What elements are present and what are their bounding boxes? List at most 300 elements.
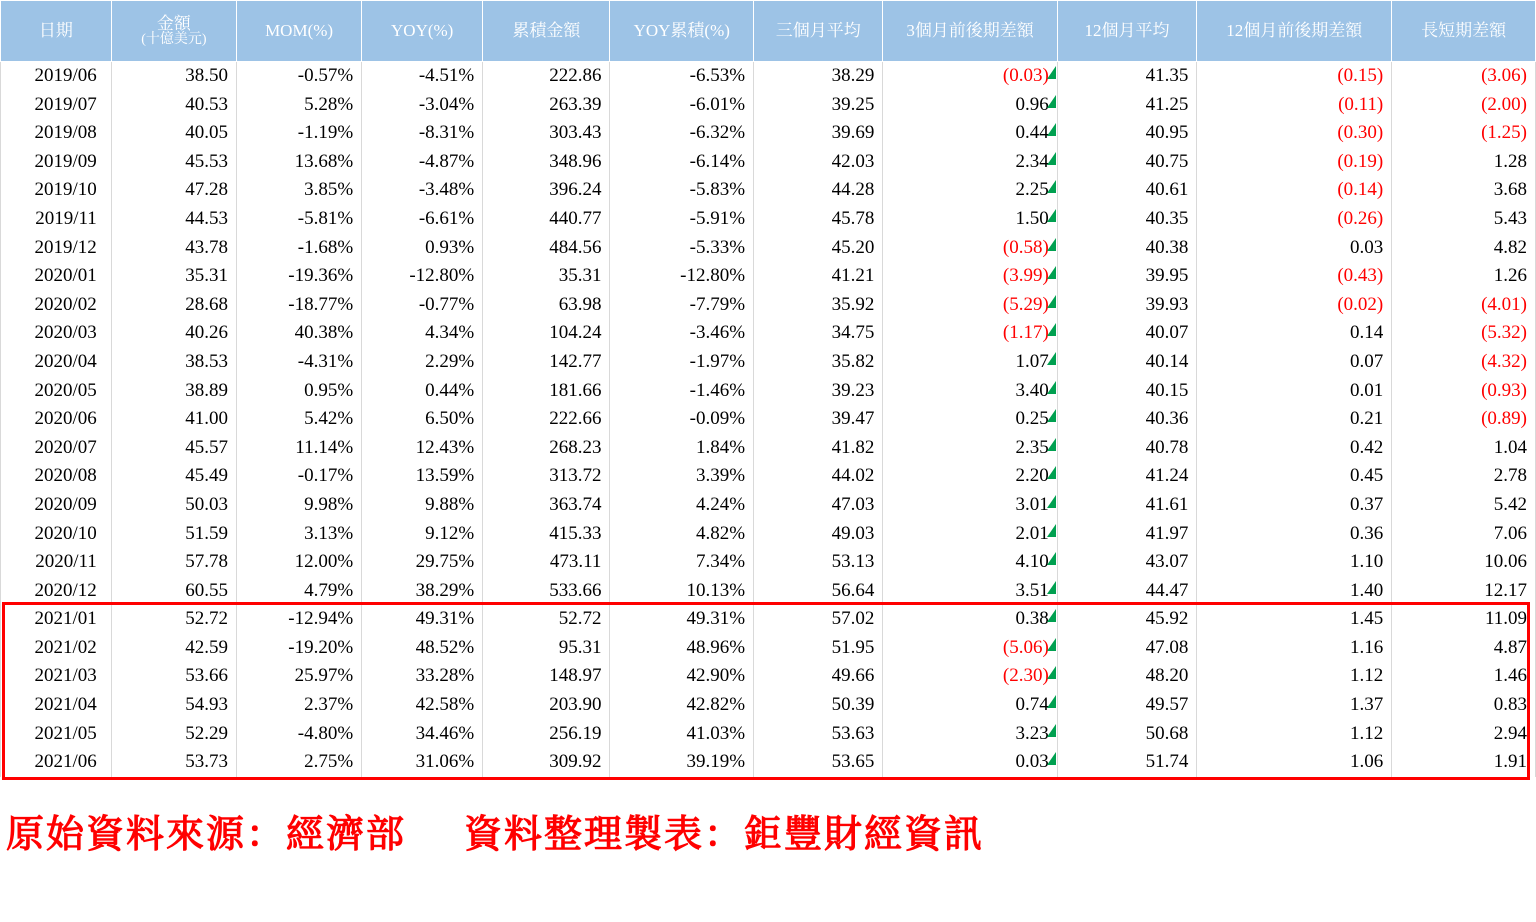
cell-yoy[interactable]: 0.93%: [362, 234, 483, 263]
cell-ls_diff[interactable]: 1.91: [1392, 748, 1536, 777]
cell-mom[interactable]: 5.42%: [236, 405, 361, 434]
cell-mom[interactable]: -19.20%: [236, 634, 361, 663]
cell-avg3[interactable]: 39.47: [754, 405, 883, 434]
cell-diff3[interactable]: (3.99): [883, 262, 1057, 291]
cell-avg12[interactable]: 41.61: [1057, 491, 1197, 520]
cell-date[interactable]: 2020/02: [1, 291, 112, 320]
cell-yoy[interactable]: -4.51%: [362, 62, 483, 91]
cell-diff3[interactable]: (1.17): [883, 319, 1057, 348]
cell-diff12[interactable]: (0.11): [1197, 91, 1392, 120]
cell-diff12[interactable]: 0.21: [1197, 405, 1392, 434]
cell-ls_diff[interactable]: (0.89): [1392, 405, 1536, 434]
cell-diff12[interactable]: 0.07: [1197, 348, 1392, 377]
cell-yoy[interactable]: 12.43%: [362, 434, 483, 463]
cell-ls_diff[interactable]: 1.26: [1392, 262, 1536, 291]
cell-amount[interactable]: 57.78: [111, 548, 236, 577]
cell-diff3[interactable]: (5.29): [883, 291, 1057, 320]
table-row[interactable]: [1, 119, 1536, 148]
cell-yoy[interactable]: -12.80%: [362, 262, 483, 291]
cell-yoy[interactable]: 38.29%: [362, 577, 483, 606]
cell-mom[interactable]: -0.17%: [236, 462, 361, 491]
cell-date[interactable]: 2021/01: [1, 605, 112, 634]
cell-avg3[interactable]: 44.28: [754, 176, 883, 205]
cell-cum[interactable]: 181.66: [483, 377, 610, 406]
cell-ls_diff[interactable]: 12.17: [1392, 577, 1536, 606]
cell-avg3[interactable]: 38.29: [754, 62, 883, 91]
cell-amount[interactable]: 42.59: [111, 634, 236, 663]
column-header-8[interactable]: [1057, 1, 1197, 62]
cell-avg3[interactable]: 56.64: [754, 577, 883, 606]
cell-avg12[interactable]: 48.20: [1057, 662, 1197, 691]
cell-cum[interactable]: 104.24: [483, 319, 610, 348]
cell-date[interactable]: 2019/07: [1, 91, 112, 120]
cell-yoy[interactable]: 9.12%: [362, 520, 483, 549]
column-header-10[interactable]: [1392, 1, 1536, 62]
cell-mom[interactable]: 2.37%: [236, 691, 361, 720]
cell-ls_diff[interactable]: 11.09: [1392, 605, 1536, 634]
cell-mom[interactable]: 0.95%: [236, 377, 361, 406]
cell-mom[interactable]: 12.00%: [236, 548, 361, 577]
cell-yoy[interactable]: 49.31%: [362, 605, 483, 634]
cell-diff3[interactable]: 0.96: [883, 91, 1057, 120]
table-row[interactable]: [1, 662, 1536, 691]
cell-yoy_cum[interactable]: -6.01%: [610, 91, 754, 120]
cell-avg12[interactable]: 40.78: [1057, 434, 1197, 463]
cell-yoy_cum[interactable]: -12.80%: [610, 262, 754, 291]
cell-ls_diff[interactable]: (0.93): [1392, 377, 1536, 406]
cell-yoy_cum[interactable]: 4.82%: [610, 520, 754, 549]
cell-amount[interactable]: 45.57: [111, 434, 236, 463]
cell-ls_diff[interactable]: 2.94: [1392, 720, 1536, 749]
cell-avg3[interactable]: 49.03: [754, 520, 883, 549]
cell-diff3[interactable]: 0.38: [883, 605, 1057, 634]
cell-diff12[interactable]: 0.14: [1197, 319, 1392, 348]
cell-diff3[interactable]: 3.23: [883, 720, 1057, 749]
cell-mom[interactable]: -0.57%: [236, 62, 361, 91]
cell-diff12[interactable]: 0.37: [1197, 491, 1392, 520]
cell-cum[interactable]: 268.23: [483, 434, 610, 463]
cell-diff3[interactable]: (5.06): [883, 634, 1057, 663]
cell-diff12[interactable]: (0.14): [1197, 176, 1392, 205]
cell-mom[interactable]: 4.79%: [236, 577, 361, 606]
cell-mom[interactable]: 11.14%: [236, 434, 361, 463]
cell-mom[interactable]: 9.98%: [236, 491, 361, 520]
cell-yoy_cum[interactable]: 7.34%: [610, 548, 754, 577]
cell-avg12[interactable]: 41.24: [1057, 462, 1197, 491]
cell-amount[interactable]: 52.29: [111, 720, 236, 749]
table-row[interactable]: [1, 405, 1536, 434]
cell-cum[interactable]: 303.43: [483, 119, 610, 148]
column-header-6[interactable]: [754, 1, 883, 62]
cell-diff12[interactable]: 0.36: [1197, 520, 1392, 549]
table-row[interactable]: [1, 62, 1536, 91]
cell-mom[interactable]: -4.80%: [236, 720, 361, 749]
cell-amount[interactable]: 28.68: [111, 291, 236, 320]
cell-avg3[interactable]: 45.20: [754, 234, 883, 263]
cell-yoy[interactable]: 0.44%: [362, 377, 483, 406]
cell-diff12[interactable]: 1.12: [1197, 720, 1392, 749]
cell-diff12[interactable]: 1.16: [1197, 634, 1392, 663]
cell-cum[interactable]: 222.66: [483, 405, 610, 434]
cell-avg3[interactable]: 49.66: [754, 662, 883, 691]
cell-date[interactable]: 2019/08: [1, 119, 112, 148]
cell-date[interactable]: 2019/11: [1, 205, 112, 234]
cell-amount[interactable]: 40.53: [111, 91, 236, 120]
cell-mom[interactable]: -18.77%: [236, 291, 361, 320]
cell-diff3[interactable]: 1.50: [883, 205, 1057, 234]
table-row[interactable]: [1, 462, 1536, 491]
cell-mom[interactable]: 5.28%: [236, 91, 361, 120]
column-header-9[interactable]: [1197, 1, 1392, 62]
table-row[interactable]: [1, 605, 1536, 634]
cell-avg12[interactable]: 41.97: [1057, 520, 1197, 549]
cell-cum[interactable]: 52.72: [483, 605, 610, 634]
cell-diff3[interactable]: 0.25: [883, 405, 1057, 434]
cell-yoy[interactable]: 48.52%: [362, 634, 483, 663]
table-row[interactable]: [1, 319, 1536, 348]
cell-ls_diff[interactable]: 4.87: [1392, 634, 1536, 663]
cell-yoy[interactable]: 6.50%: [362, 405, 483, 434]
cell-ls_diff[interactable]: 1.04: [1392, 434, 1536, 463]
cell-amount[interactable]: 38.53: [111, 348, 236, 377]
cell-yoy_cum[interactable]: -6.53%: [610, 62, 754, 91]
cell-yoy[interactable]: 42.58%: [362, 691, 483, 720]
cell-avg3[interactable]: 53.65: [754, 748, 883, 777]
cell-date[interactable]: 2020/11: [1, 548, 112, 577]
cell-avg12[interactable]: 40.15: [1057, 377, 1197, 406]
column-header-3[interactable]: [362, 1, 483, 62]
cell-mom[interactable]: -4.31%: [236, 348, 361, 377]
cell-amount[interactable]: 53.66: [111, 662, 236, 691]
cell-diff12[interactable]: 0.03: [1197, 234, 1392, 263]
cell-cum[interactable]: 203.90: [483, 691, 610, 720]
cell-cum[interactable]: 484.56: [483, 234, 610, 263]
cell-cum[interactable]: 142.77: [483, 348, 610, 377]
cell-yoy_cum[interactable]: -0.09%: [610, 405, 754, 434]
cell-diff3[interactable]: 1.07: [883, 348, 1057, 377]
cell-yoy[interactable]: -6.61%: [362, 205, 483, 234]
cell-ls_diff[interactable]: (3.06): [1392, 62, 1536, 91]
cell-avg12[interactable]: 47.08: [1057, 634, 1197, 663]
cell-yoy[interactable]: 33.28%: [362, 662, 483, 691]
cell-ls_diff[interactable]: (2.00): [1392, 91, 1536, 120]
cell-amount[interactable]: 38.50: [111, 62, 236, 91]
cell-mom[interactable]: 13.68%: [236, 148, 361, 177]
table-row[interactable]: [1, 491, 1536, 520]
cell-cum[interactable]: 63.98: [483, 291, 610, 320]
cell-ls_diff[interactable]: 2.78: [1392, 462, 1536, 491]
cell-avg3[interactable]: 39.69: [754, 119, 883, 148]
cell-cum[interactable]: 309.92: [483, 748, 610, 777]
cell-date[interactable]: 2020/09: [1, 491, 112, 520]
cell-amount[interactable]: 44.53: [111, 205, 236, 234]
cell-cum[interactable]: 363.74: [483, 491, 610, 520]
cell-amount[interactable]: 50.03: [111, 491, 236, 520]
cell-date[interactable]: 2020/10: [1, 520, 112, 549]
cell-diff12[interactable]: 0.45: [1197, 462, 1392, 491]
cell-date[interactable]: 2019/12: [1, 234, 112, 263]
cell-date[interactable]: 2020/08: [1, 462, 112, 491]
cell-date[interactable]: 2019/06: [1, 62, 112, 91]
cell-date[interactable]: 2021/06: [1, 748, 112, 777]
cell-cum[interactable]: 148.97: [483, 662, 610, 691]
cell-avg12[interactable]: 49.57: [1057, 691, 1197, 720]
cell-diff3[interactable]: (0.58): [883, 234, 1057, 263]
cell-avg3[interactable]: 39.25: [754, 91, 883, 120]
cell-mom[interactable]: 3.13%: [236, 520, 361, 549]
cell-yoy[interactable]: 9.88%: [362, 491, 483, 520]
cell-yoy[interactable]: 31.06%: [362, 748, 483, 777]
cell-avg12[interactable]: 44.47: [1057, 577, 1197, 606]
cell-avg3[interactable]: 35.82: [754, 348, 883, 377]
cell-mom[interactable]: -12.94%: [236, 605, 361, 634]
cell-avg3[interactable]: 47.03: [754, 491, 883, 520]
cell-avg3[interactable]: 53.13: [754, 548, 883, 577]
cell-diff12[interactable]: 1.40: [1197, 577, 1392, 606]
cell-ls_diff[interactable]: 1.46: [1392, 662, 1536, 691]
cell-diff12[interactable]: 1.45: [1197, 605, 1392, 634]
cell-mom[interactable]: -1.68%: [236, 234, 361, 263]
cell-diff3[interactable]: (2.30): [883, 662, 1057, 691]
cell-date[interactable]: 2021/02: [1, 634, 112, 663]
cell-diff3[interactable]: 2.20: [883, 462, 1057, 491]
cell-avg12[interactable]: 40.36: [1057, 405, 1197, 434]
cell-yoy[interactable]: -8.31%: [362, 119, 483, 148]
cell-avg12[interactable]: 41.25: [1057, 91, 1197, 120]
cell-diff3[interactable]: 4.10: [883, 548, 1057, 577]
cell-avg12[interactable]: 39.93: [1057, 291, 1197, 320]
cell-avg3[interactable]: 41.82: [754, 434, 883, 463]
cell-diff12[interactable]: 1.12: [1197, 662, 1392, 691]
cell-amount[interactable]: 43.78: [111, 234, 236, 263]
cell-avg3[interactable]: 44.02: [754, 462, 883, 491]
table-row[interactable]: [1, 520, 1536, 549]
cell-cum[interactable]: 415.33: [483, 520, 610, 549]
cell-date[interactable]: 2021/03: [1, 662, 112, 691]
cell-cum[interactable]: 35.31: [483, 262, 610, 291]
table-row[interactable]: [1, 377, 1536, 406]
cell-yoy[interactable]: -4.87%: [362, 148, 483, 177]
cell-date[interactable]: 2020/12: [1, 577, 112, 606]
cell-yoy_cum[interactable]: 39.19%: [610, 748, 754, 777]
column-header-5[interactable]: [610, 1, 754, 62]
cell-ls_diff[interactable]: (4.01): [1392, 291, 1536, 320]
cell-cum[interactable]: 313.72: [483, 462, 610, 491]
cell-amount[interactable]: 54.93: [111, 691, 236, 720]
cell-amount[interactable]: 52.72: [111, 605, 236, 634]
cell-yoy[interactable]: -3.04%: [362, 91, 483, 120]
cell-yoy_cum[interactable]: 10.13%: [610, 577, 754, 606]
cell-avg12[interactable]: 40.38: [1057, 234, 1197, 263]
cell-ls_diff[interactable]: 3.68: [1392, 176, 1536, 205]
cell-date[interactable]: 2019/09: [1, 148, 112, 177]
cell-amount[interactable]: 40.05: [111, 119, 236, 148]
cell-date[interactable]: 2021/05: [1, 720, 112, 749]
cell-cum[interactable]: 256.19: [483, 720, 610, 749]
table-row[interactable]: [1, 691, 1536, 720]
cell-ls_diff[interactable]: 0.83: [1392, 691, 1536, 720]
table-row[interactable]: [1, 262, 1536, 291]
cell-yoy_cum[interactable]: 49.31%: [610, 605, 754, 634]
cell-diff12[interactable]: 1.37: [1197, 691, 1392, 720]
cell-cum[interactable]: 222.86: [483, 62, 610, 91]
cell-yoy_cum[interactable]: -5.83%: [610, 176, 754, 205]
cell-avg12[interactable]: 50.68: [1057, 720, 1197, 749]
cell-amount[interactable]: 41.00: [111, 405, 236, 434]
cell-ls_diff[interactable]: (5.32): [1392, 319, 1536, 348]
cell-yoy_cum[interactable]: -5.91%: [610, 205, 754, 234]
cell-diff3[interactable]: 3.01: [883, 491, 1057, 520]
cell-yoy_cum[interactable]: -1.46%: [610, 377, 754, 406]
cell-diff3[interactable]: 0.74: [883, 691, 1057, 720]
table-row[interactable]: [1, 748, 1536, 777]
cell-diff12[interactable]: (0.02): [1197, 291, 1392, 320]
cell-yoy_cum[interactable]: 1.84%: [610, 434, 754, 463]
cell-date[interactable]: 2021/04: [1, 691, 112, 720]
cell-ls_diff[interactable]: 5.43: [1392, 205, 1536, 234]
cell-mom[interactable]: -1.19%: [236, 119, 361, 148]
cell-yoy[interactable]: 2.29%: [362, 348, 483, 377]
cell-avg12[interactable]: 51.74: [1057, 748, 1197, 777]
cell-ls_diff[interactable]: 10.06: [1392, 548, 1536, 577]
table-row[interactable]: [1, 720, 1536, 749]
cell-ls_diff[interactable]: 4.82: [1392, 234, 1536, 263]
cell-diff3[interactable]: 2.01: [883, 520, 1057, 549]
cell-mom[interactable]: 40.38%: [236, 319, 361, 348]
cell-yoy_cum[interactable]: 42.90%: [610, 662, 754, 691]
cell-diff12[interactable]: 1.10: [1197, 548, 1392, 577]
cell-yoy_cum[interactable]: -6.14%: [610, 148, 754, 177]
cell-amount[interactable]: 35.31: [111, 262, 236, 291]
cell-avg3[interactable]: 35.92: [754, 291, 883, 320]
cell-diff3[interactable]: 0.03: [883, 748, 1057, 777]
cell-diff12[interactable]: 0.01: [1197, 377, 1392, 406]
table-row[interactable]: [1, 348, 1536, 377]
cell-yoy[interactable]: -3.48%: [362, 176, 483, 205]
cell-avg12[interactable]: 40.61: [1057, 176, 1197, 205]
cell-diff12[interactable]: (0.26): [1197, 205, 1392, 234]
cell-diff12[interactable]: (0.19): [1197, 148, 1392, 177]
cell-avg12[interactable]: 40.07: [1057, 319, 1197, 348]
cell-avg3[interactable]: 39.23: [754, 377, 883, 406]
cell-ls_diff[interactable]: (1.25): [1392, 119, 1536, 148]
cell-mom[interactable]: -19.36%: [236, 262, 361, 291]
cell-amount[interactable]: 40.26: [111, 319, 236, 348]
table-row[interactable]: [1, 291, 1536, 320]
cell-cum[interactable]: 396.24: [483, 176, 610, 205]
cell-avg3[interactable]: 57.02: [754, 605, 883, 634]
cell-yoy_cum[interactable]: -5.33%: [610, 234, 754, 263]
cell-avg3[interactable]: 51.95: [754, 634, 883, 663]
cell-mom[interactable]: -5.81%: [236, 205, 361, 234]
cell-date[interactable]: 2020/07: [1, 434, 112, 463]
cell-avg3[interactable]: 53.63: [754, 720, 883, 749]
cell-diff3[interactable]: 2.25: [883, 176, 1057, 205]
cell-avg12[interactable]: 39.95: [1057, 262, 1197, 291]
cell-cum[interactable]: 95.31: [483, 634, 610, 663]
cell-amount[interactable]: 45.53: [111, 148, 236, 177]
cell-date[interactable]: 2020/05: [1, 377, 112, 406]
cell-diff3[interactable]: 3.40: [883, 377, 1057, 406]
cell-yoy_cum[interactable]: 4.24%: [610, 491, 754, 520]
table-row[interactable]: [1, 634, 1536, 663]
column-header-0[interactable]: [1, 1, 112, 62]
cell-amount[interactable]: 60.55: [111, 577, 236, 606]
table-row[interactable]: [1, 205, 1536, 234]
cell-yoy[interactable]: 29.75%: [362, 548, 483, 577]
table-row[interactable]: [1, 91, 1536, 120]
column-header-2[interactable]: [236, 1, 361, 62]
cell-cum[interactable]: 533.66: [483, 577, 610, 606]
cell-mom[interactable]: 3.85%: [236, 176, 361, 205]
cell-diff3[interactable]: 0.44: [883, 119, 1057, 148]
column-header-1[interactable]: [111, 1, 236, 62]
table-row[interactable]: [1, 176, 1536, 205]
cell-yoy_cum[interactable]: 48.96%: [610, 634, 754, 663]
cell-avg12[interactable]: 40.95: [1057, 119, 1197, 148]
cell-diff3[interactable]: 3.51: [883, 577, 1057, 606]
column-header-4[interactable]: [483, 1, 610, 62]
cell-avg12[interactable]: 40.14: [1057, 348, 1197, 377]
cell-date[interactable]: 2020/04: [1, 348, 112, 377]
cell-avg3[interactable]: 50.39: [754, 691, 883, 720]
table-row[interactable]: [1, 577, 1536, 606]
cell-amount[interactable]: 53.73: [111, 748, 236, 777]
cell-avg3[interactable]: 34.75: [754, 319, 883, 348]
cell-diff12[interactable]: (0.30): [1197, 119, 1392, 148]
cell-cum[interactable]: 263.39: [483, 91, 610, 120]
cell-avg12[interactable]: 40.35: [1057, 205, 1197, 234]
cell-yoy[interactable]: 13.59%: [362, 462, 483, 491]
cell-amount[interactable]: 51.59: [111, 520, 236, 549]
table-row[interactable]: [1, 548, 1536, 577]
cell-yoy_cum[interactable]: -7.79%: [610, 291, 754, 320]
cell-date[interactable]: 2020/01: [1, 262, 112, 291]
cell-mom[interactable]: 2.75%: [236, 748, 361, 777]
column-header-7[interactable]: [883, 1, 1057, 62]
cell-date[interactable]: 2020/06: [1, 405, 112, 434]
cell-avg12[interactable]: 43.07: [1057, 548, 1197, 577]
cell-cum[interactable]: 473.11: [483, 548, 610, 577]
cell-yoy_cum[interactable]: 42.82%: [610, 691, 754, 720]
cell-cum[interactable]: 440.77: [483, 205, 610, 234]
table-row[interactable]: [1, 234, 1536, 263]
cell-ls_diff[interactable]: (4.32): [1392, 348, 1536, 377]
cell-yoy_cum[interactable]: 3.39%: [610, 462, 754, 491]
cell-avg3[interactable]: 41.21: [754, 262, 883, 291]
cell-cum[interactable]: 348.96: [483, 148, 610, 177]
cell-diff12[interactable]: (0.43): [1197, 262, 1392, 291]
cell-mom[interactable]: 25.97%: [236, 662, 361, 691]
cell-yoy[interactable]: 4.34%: [362, 319, 483, 348]
cell-diff12[interactable]: 1.06: [1197, 748, 1392, 777]
cell-diff3[interactable]: 2.34: [883, 148, 1057, 177]
cell-avg3[interactable]: 45.78: [754, 205, 883, 234]
cell-diff3[interactable]: 2.35: [883, 434, 1057, 463]
cell-yoy[interactable]: -0.77%: [362, 291, 483, 320]
cell-avg12[interactable]: 45.92: [1057, 605, 1197, 634]
table-row[interactable]: [1, 434, 1536, 463]
cell-ls_diff[interactable]: 5.42: [1392, 491, 1536, 520]
cell-yoy_cum[interactable]: -6.32%: [610, 119, 754, 148]
cell-avg12[interactable]: 41.35: [1057, 62, 1197, 91]
cell-yoy_cum[interactable]: -3.46%: [610, 319, 754, 348]
cell-avg12[interactable]: 40.75: [1057, 148, 1197, 177]
cell-yoy_cum[interactable]: -1.97%: [610, 348, 754, 377]
cell-date[interactable]: 2019/10: [1, 176, 112, 205]
table-row[interactable]: [1, 148, 1536, 177]
cell-date[interactable]: 2020/03: [1, 319, 112, 348]
